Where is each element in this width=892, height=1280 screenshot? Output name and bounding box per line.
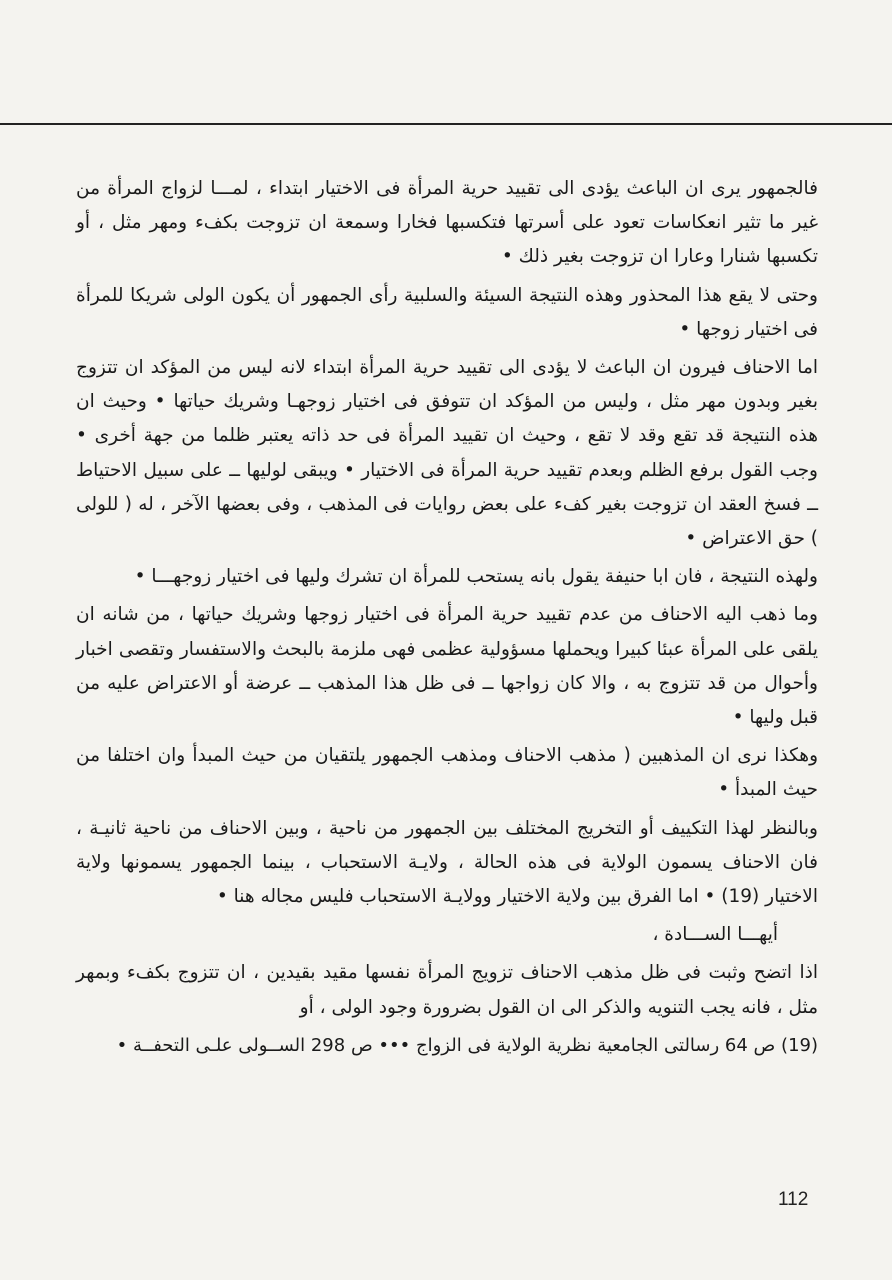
paragraph-final: اذا اتضح وثبت فى ظل مذهب الاحناف تزويج المرأة نفسها مقيد بقيدين ، ان تتزوج بكفء وبمهر مثل ، فانه يجب التنويه والذكر الى ان القول بضرورة وجود الولى ، أو [76,962,818,1018]
paragraph-2: وحتى لا يقع هذا المحذور وهذه النتيجة السيئة والسلبية رأى الجمهور أن يكون الولى شريكا للمرأة فى اختيار زوجها • [76,284,818,340]
paragraph-7: وبالنظر لهذا التكييف أو التخريج المختلف بين الجمهور من ناحية ، وبين الاحناف من ناحية ثانيـة ، فان الاحناف يسمون الولاية فى هذه الحالة ، ولايـة الاستحباب ، بينما الجمهور يسمونها ولاية الاختيار (19) • اما الفرق بين ولاية الاختيار وولايـة الاستحباب فليس مجاله هنا • [76,817,818,908]
page-body [76,172,818,1067]
footnote: (19) ص 64 رسالتى الجامعية نظرية الولاية فى الزواج ••• ص 298 الســولى علـى التحفــة • [116,1034,818,1056]
paragraph-1: فالجمهور يرى ان الباعث يؤدى الى تقييد حرية المرأة فى الاختيار ابتداء ، لمـــا لزواج المرأة من غير ما تثير انعكاسات تعود على أسرتها فتكسبها فخارا وسمعة ان تزوجت بكفء ومهر مثل ، أو تكسبها شنارا وعارا ان تزوجت بغير ذلك • [76,178,818,268]
paragraph-6: وهكذا نرى ان المذهبين ( مذهب الاحناف ومذهب الجمهور يلتقيان من حيث المبدأ وان اختلفا من حيث المبدأ • [76,745,818,801]
paragraph-5: وما ذهب اليه الاحناف من عدم تقييد حرية المرأة فى اختيار زوجها وشريك حياتها ، من شانه ان يلقى على المرأة عبئا كبيرا ويحملها مسؤولية عظمى فهى ملزمة بالبحث والاستفسار وتقصى اخبار وأحوال من قد تتزوج به ، والا كان زواجها ــ فى ظل هذا المذهب ــ عرضة أو الاعتراض عليه من قبل وليها • [76,604,818,729]
page-number: 112 [778,1189,809,1210]
address-line: أيهـــا الســـادة ، [652,924,778,946]
top-rule [0,123,892,125]
paragraph-3: اما الاحناف فيرون ان الباعث لا يؤدى الى تقييد حرية المرأة ابتداء لانه ليس من المؤكد ان تتزوج بغير وبدون مهر مثل ، وليس من المؤكد ان تتوفق فى اختيار زوجهـا وشريك حياتها • وحيث ان هذه النتيجة قد تقع وقد لا تقع ، وحيث ان تقييد المرأة فى حد ذاته يعتبر ظلما من جهة أخرى • وجب القول برفع الظلم وبعدم تقييد حرية المرأة فى الاختيار • ويبقى لوليها ــ على سبيل الاحتياط ــ فسخ العقد ان تزوجت بغير كفء على بعض روايات فى المذهب ، وفى بعضها الآخر ، له ( للولى ) حق الاعتراض • [76,357,818,550]
paragraph-4: ولهذه النتيجة ، فان ابا حنيفة يقول بانه يستحب للمرأة ان تشرك وليها فى اختيار زوجهـــا • [134,566,818,588]
